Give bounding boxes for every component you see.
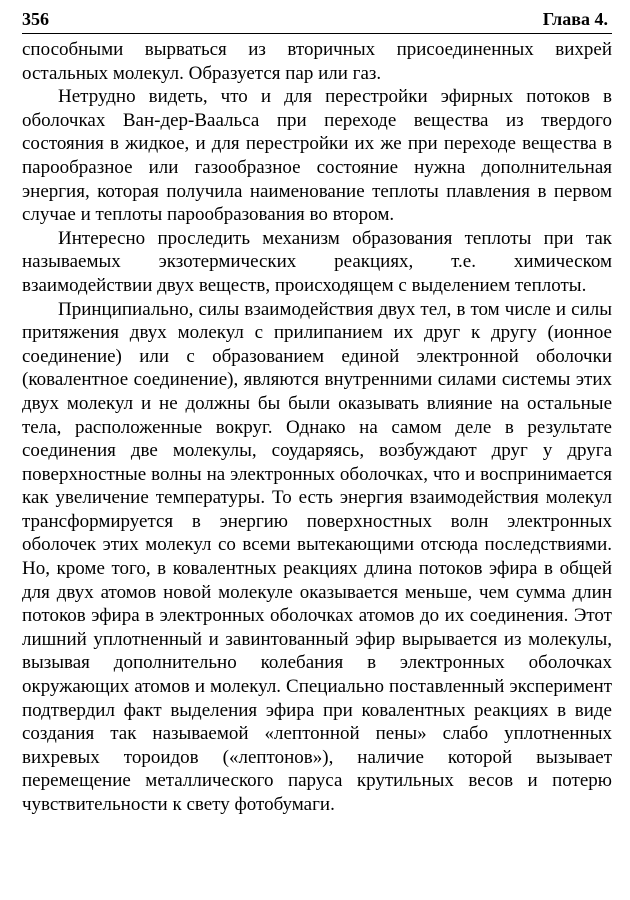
page-header: [22, 8, 612, 34]
body-text: [22, 38, 612, 817]
chapter-title: Глава 4.: [542, 9, 608, 29]
paragraph-interaction-forces: Принципиально, силы взаимодействия двух тел, в том числе и силы притяжения двух молекул с прилипанием их друг к другу (ионное соединение) или с образованием единой электронной оболочки (ковалентное соединение), являются внутренними силами системы этих двух молекул и не должны бы были оказывать влияние на остальные тела, расположенные вокруг. Однако на самом деле в результате соединения две молекулы, соударяясь, возбуждают друг у друга поверхностные волны на электронных оболочках, что и воспринимается как увеличение температуры. То есть энергия взаимодействия молекул трансформируется в энергию поверхностных волн электронных оболочек этих молекул со всеми вытекающими отсюда последствиями. Но, кроме того, в ковалентных реакциях длина потоков эфира в общей для двух атомов новой молекуле оказывается меньше, чем сумма длин потоков эфира в электронных оболочках атомов до их соединения. Этот лишний уплотненный и завинтованный эфир вырывается из молекулы, вызывая дополнительно колебания в электронных оболочках окружающих атомов и молекул. Специально поставленный эксперимент подтвердил факт выделения эфира при ковалентных реакциях в виде создания так называемой «лептонной пены» слабо уплотненных вихревых тороидов («лептонов»), наличие которой вызывает перемещение металлического паруса крутильных весов и потерю чувствительности к свету фотобумаги.: [22, 298, 612, 815]
paragraph-phase-transition: Нетрудно видеть, что и для перестройки эфирных потоков в оболочках Ван-дер-Ваальса при переходе вещества из твердого состояния в жидкое, и для перестройки их же при переходе вещества в парообразное или газообразное состояние нужна дополнительная энергия, которая получила наименование теплоты плавления в первом случае и теплоты парообразования во втором.: [22, 86, 612, 226]
book-page: [22, 8, 612, 817]
paragraph-continuation: способными вырваться из вторичных присоединенных вихрей остальных молекул. Образуется пар или газ.: [22, 39, 612, 84]
page-number: 356: [22, 9, 49, 29]
paragraph-exothermic: Интересно проследить механизм образования теплоты при так называемых экзотермических реакциях, т.е. химическом взаимодействии двух веществ, происходящем с выделением теплоты.: [22, 227, 612, 296]
